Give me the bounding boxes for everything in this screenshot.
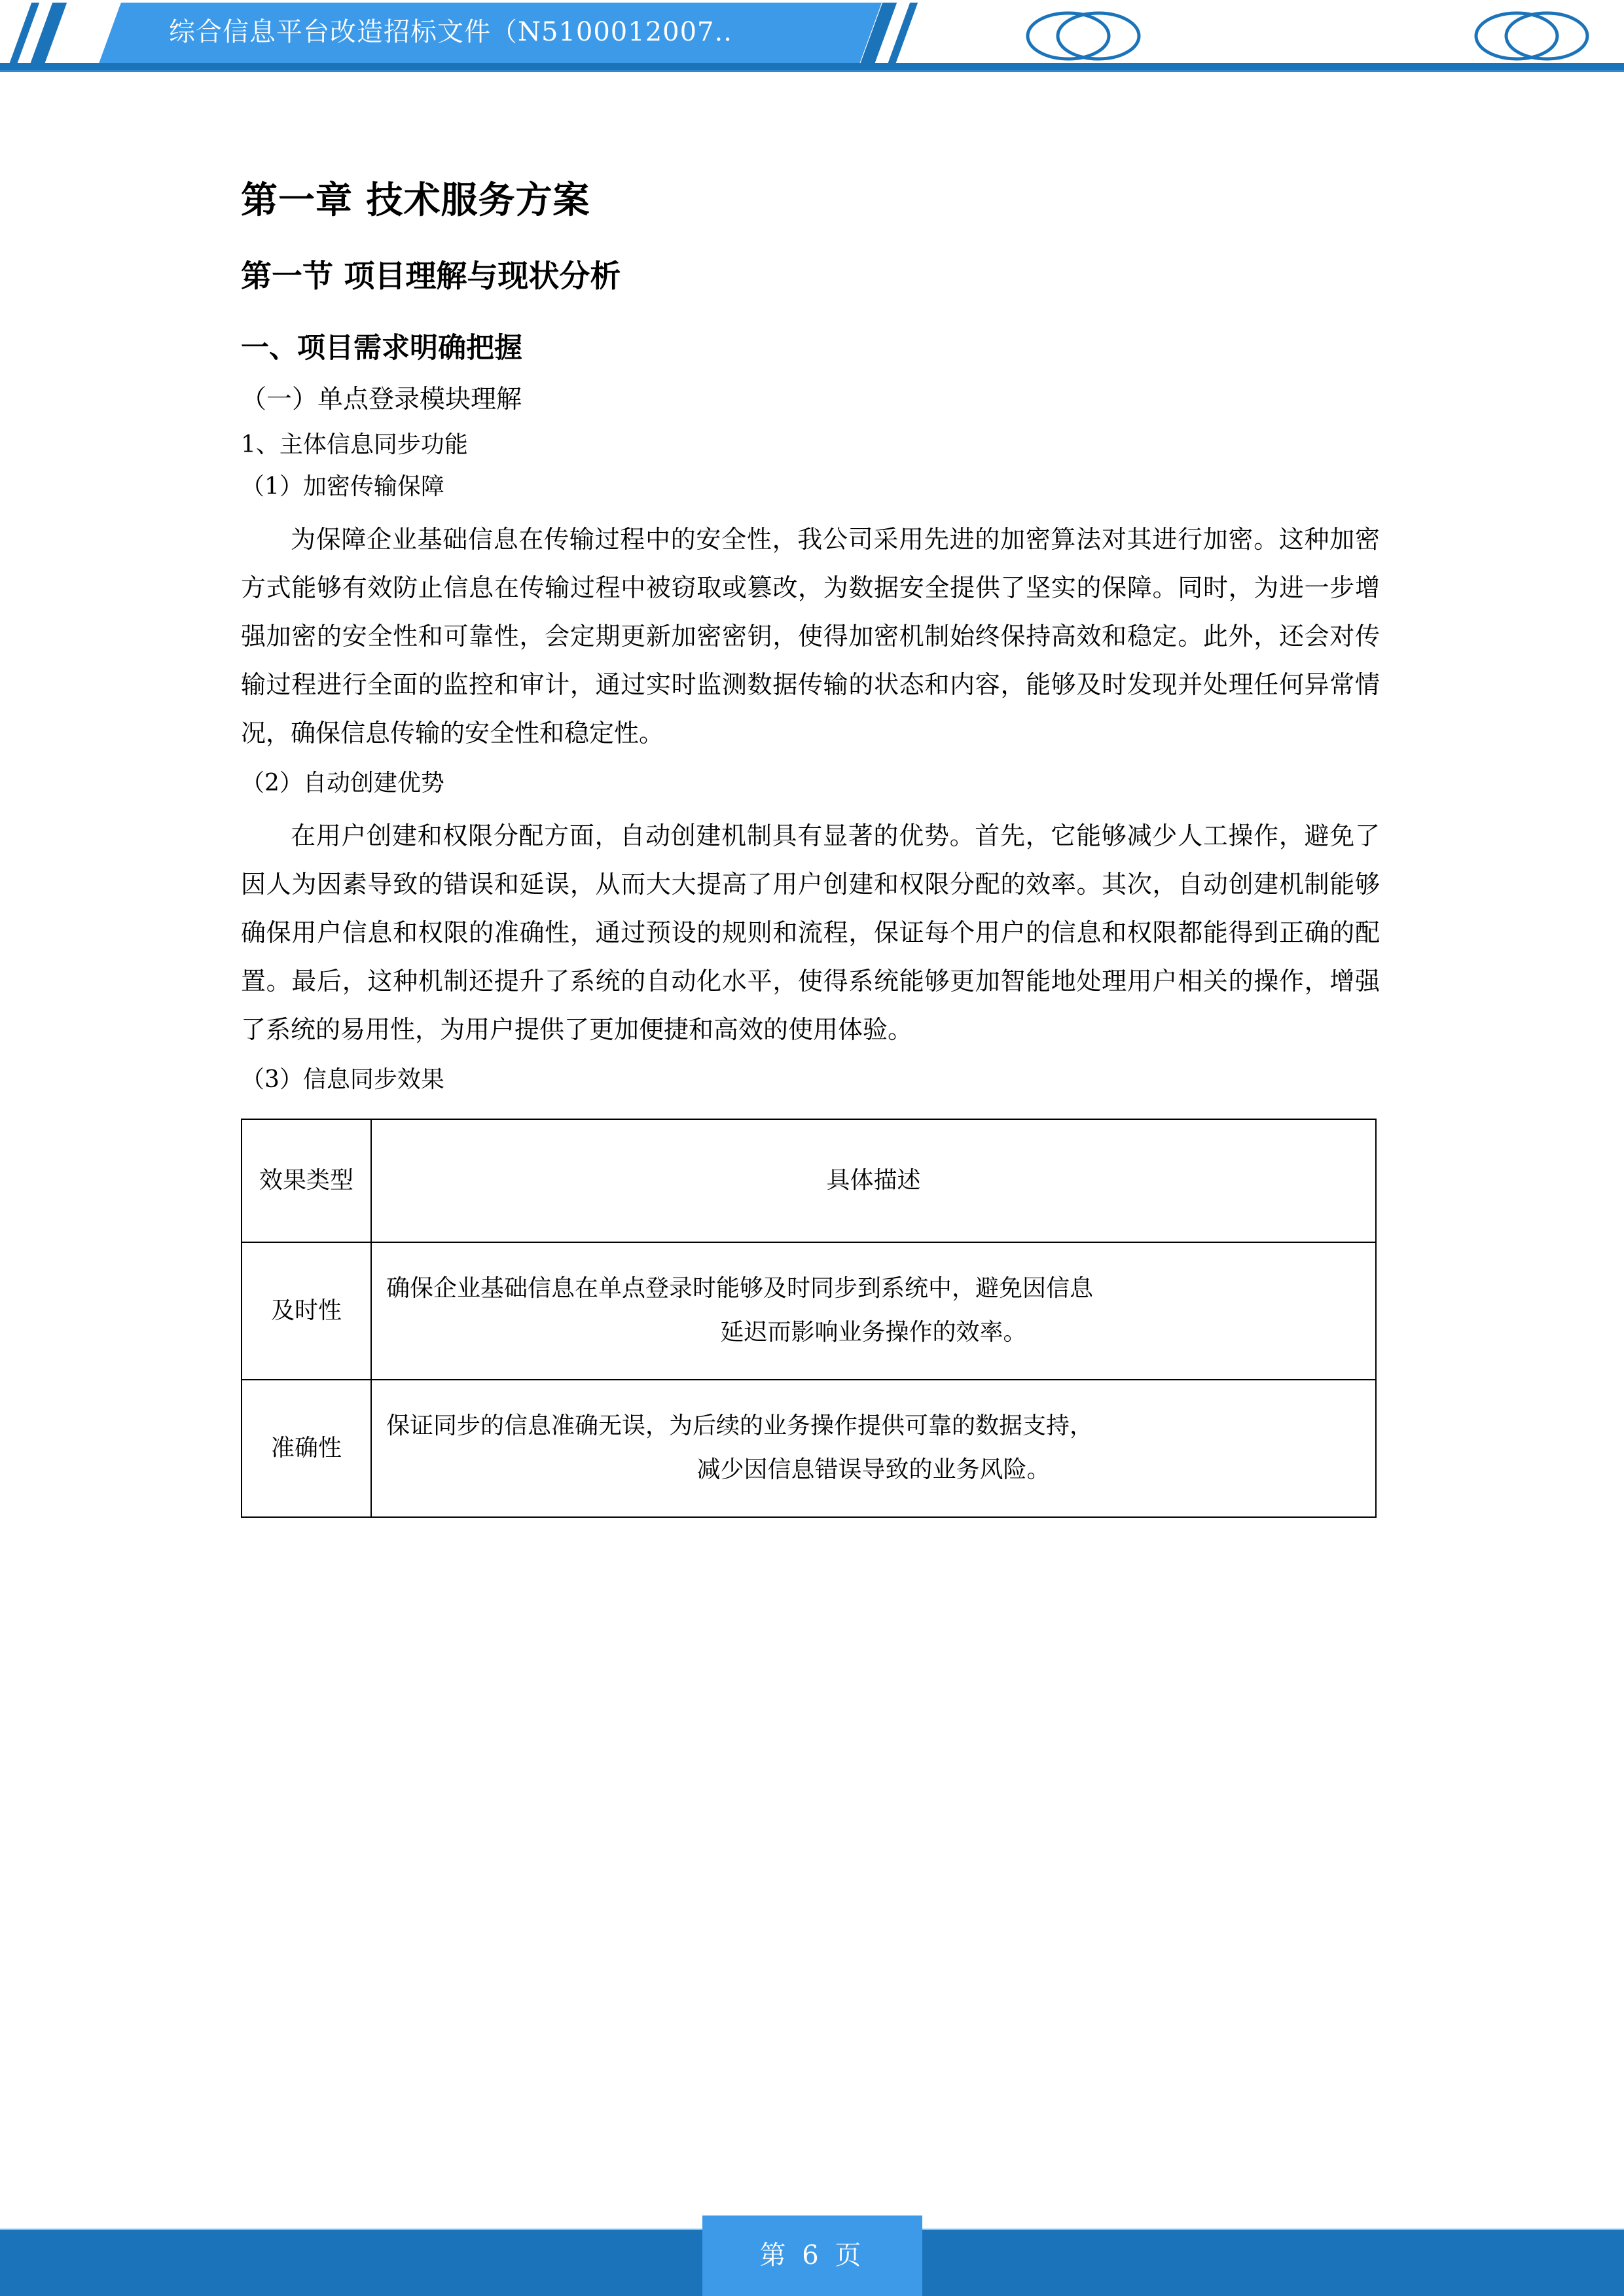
sub-heading: （一）单点登录模块理解 <box>241 384 522 414</box>
header-title: 综合信息平台改造招标文件（N5100012007.. <box>169 17 732 47</box>
document-content <box>0 86 1624 2199</box>
sync-effect-table <box>241 1119 1377 1518</box>
list-item-1-3: （3）信息同步效果 <box>241 1066 444 1094</box>
desc-line: 确保企业基础信息在单点登录时能够及时同步到系统中，避免因信息 <box>386 1275 1094 1302</box>
table-header-row <box>242 1119 1376 1242</box>
header-rule <box>0 63 1624 70</box>
list-item-1-1: （1）加密传输保障 <box>241 473 444 501</box>
page-number: 第 6 页 <box>759 2240 865 2270</box>
table-cell-type: 及时性 <box>242 1242 371 1380</box>
header-rule-light <box>0 70 1624 72</box>
desc-line: 保证同步的信息准确无误，为后续的业务操作提供可靠的数据支持， <box>386 1412 1094 1440</box>
document-body <box>241 86 1380 1518</box>
paragraph-encryption: 为保障企业基础信息在传输过程中的安全性，我公司采用先进的加密算法对其进行加密。这种加密方式能够有效防止信息在传输过程中被窃取或篡改，为数据安全提供了坚实的保障。同时，为进一步增强加密的安全性和可靠性，会定期更新加密密钥，使得加密机制始终保持高效和稳定。此外，还会对传输过程进行全面的监控和审计，通过实时监测数据传输的状态和内容，能够及时发现并处理任何异常情况，确保信息传输的安全性和稳定性。 <box>241 524 1380 748</box>
desc-line: 延迟而影响业务操作的效率。 <box>720 1318 1027 1346</box>
table-header-desc: 具体描述 <box>371 1119 1376 1242</box>
section-heading: 第一节 项目理解与现状分析 <box>241 259 621 295</box>
table-cell-desc <box>371 1380 1376 1517</box>
paragraph-auto-create: 在用户创建和权限分配方面，自动创建机制具有显著的优势。首先，它能够减少人工操作，避免了因人为因素导致的错误和延误，从而大大提高了用户创建和权限分配的效率。其次，自动创建机制能够确保用户信息和权限的准确性，通过预设的规则和流程，保证每个用户的信息和权限都能得到正确的配置。最后，这种机制还提升了系统的自动化水平，使得系统能够更加智能地处理用户相关的操作，增强了系统的易用性，为用户提供了更加便捷和高效的使用体验。 <box>241 821 1380 1045</box>
table-cell-type: 准确性 <box>242 1380 371 1517</box>
interlocking-rings-logo-icon <box>1470 9 1594 63</box>
page-header <box>0 0 1624 86</box>
chapter-heading: 第一章 技术服务方案 <box>241 179 590 222</box>
interlocking-rings-logo-icon <box>1021 9 1146 63</box>
topic-heading: 一、项目需求明确把握 <box>241 332 522 365</box>
list-item-1-2: （2）自动创建优势 <box>241 770 444 797</box>
list-item-1: 1、主体信息同步功能 <box>241 431 468 458</box>
table-row <box>242 1380 1376 1517</box>
table-header-type: 效果类型 <box>242 1119 371 1242</box>
table-cell-desc <box>371 1242 1376 1380</box>
desc-line: 减少因信息错误导致的业务风险。 <box>696 1456 1051 1483</box>
table-row <box>242 1242 1376 1380</box>
page-footer <box>0 2199 1624 2296</box>
